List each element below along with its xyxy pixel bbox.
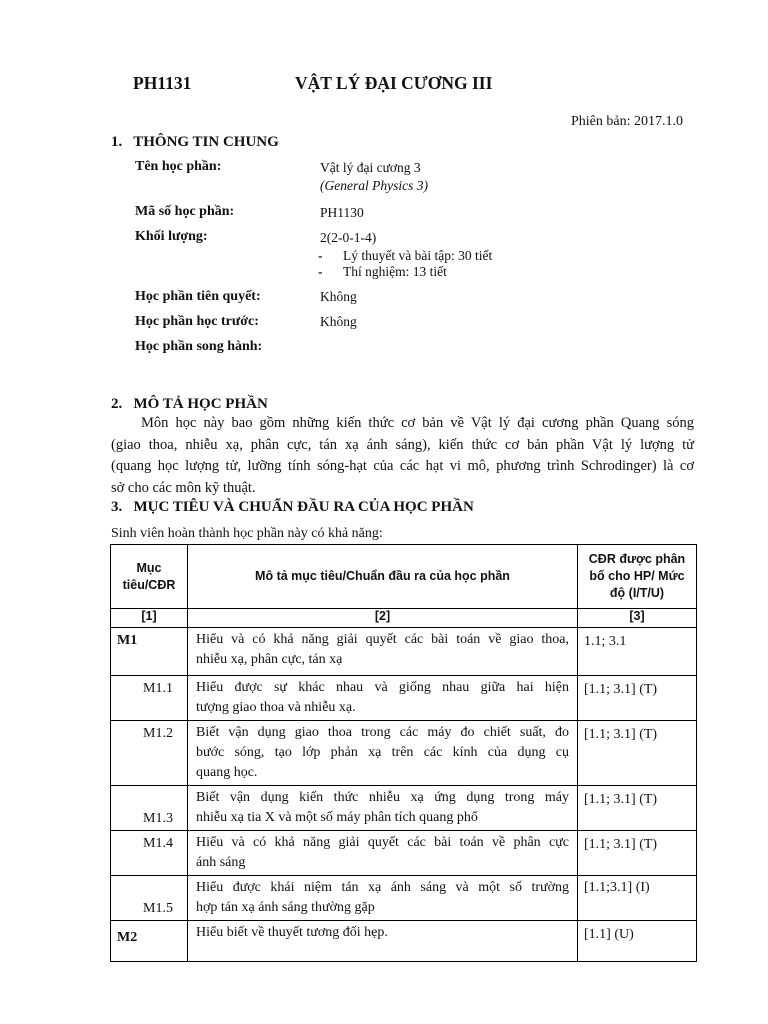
prior-course-value: Không <box>320 314 357 329</box>
credits-item-lab-text: Thí nghiệm: 13 tiết <box>343 264 447 279</box>
table-row <box>111 786 697 831</box>
objective-description <box>188 876 578 921</box>
description-line: (giao thoa, nhiễu xạ, phân cực, tán xạ ánh sáng), kiến thức cơ bản phần Vật lý lượng tử <box>111 436 694 453</box>
header-cdr: CĐR được phân bố cho HP/ Mức độ (I/T/U) <box>578 545 697 609</box>
objective-description <box>188 676 578 721</box>
course-name-label: Tên học phần: <box>135 159 222 174</box>
bullet-dash: - <box>318 264 323 279</box>
description-line: ánh sáng <box>196 855 246 870</box>
description-line: Biết vận dụng giao thoa trong các máy đo chiết suất, đo <box>196 725 569 740</box>
prerequisite-label: Học phần tiên quyết: <box>135 289 261 304</box>
course-code: PH1131 <box>133 73 192 93</box>
version-label: Phiên bản: 2017.1.0 <box>571 114 683 129</box>
table-number-row <box>111 609 697 628</box>
bullet-dash: - <box>318 248 323 263</box>
objective-cdr: 1.1; 3.1 <box>578 628 697 676</box>
prerequisite-value: Không <box>320 289 357 304</box>
objective-id: M1.5 <box>111 876 188 921</box>
description-line: Biết vận dụng kiến thức nhiễu xạ ứng dụng trong máy <box>196 790 569 805</box>
objective-id: M1 <box>111 628 188 676</box>
description-line: (quang học lượng tử, lưỡng tính sóng-hạt của các hạt vi mô, phương trình Schrodinger) là cơ <box>111 458 694 474</box>
objective-description <box>188 721 578 786</box>
credits-label: Khối lượng: <box>135 229 208 244</box>
credits-value: 2(2-0-1-4) <box>320 230 377 245</box>
description-line: Hiểu biết về thuyết tương đối hẹp. <box>196 925 388 940</box>
header-description: Mô tả mục tiêu/Chuẩn đầu ra của học phần <box>188 545 578 609</box>
description-line: nhiễu xạ, phân cực, tán xạ <box>196 652 343 667</box>
table-row <box>111 831 697 876</box>
description-line: bước sóng, tạo lớp phản xạ trên các kính của dụng cụ <box>196 745 569 760</box>
objective-id: M2 <box>111 921 188 962</box>
objective-cdr: [1.1] (U) <box>578 921 697 962</box>
table-row <box>111 876 697 921</box>
objective-cdr: [1.1; 3.1] (T) <box>578 786 697 831</box>
objective-id: M1.4 <box>111 831 188 876</box>
credits-item-theory-text: Lý thuyết và bài tập: 30 tiết <box>343 248 493 263</box>
description-line: Môn học này bao gồm những kiến thức cơ bản về Vật lý đại cương phần Quang sóng <box>141 415 694 431</box>
objective-cdr: [1.1; 3.1] (T) <box>578 831 697 876</box>
objectives-table <box>110 544 697 962</box>
course-id-value: PH1130 <box>320 205 364 220</box>
table-row <box>111 921 697 962</box>
section-3-intro: Sinh viên hoàn thành học phần này có khả năng: <box>111 526 383 541</box>
description-line: Hiểu được khái niệm tán xạ ánh sáng và một số trường <box>196 880 569 895</box>
col-number-3: [3] <box>578 609 697 628</box>
description-line: hợp tán xạ ánh sáng thường gặp <box>196 900 375 915</box>
objective-description <box>188 831 578 876</box>
description-line: Hiểu và có khả năng giải quyết các bài toán về phân cực <box>196 835 569 850</box>
description-line: Hiểu được sự khác nhau và giống nhau giữa hai hiện <box>196 680 569 695</box>
table-row <box>111 676 697 721</box>
objective-description <box>188 921 578 962</box>
description-line: quang học. <box>196 765 258 780</box>
section-1-heading: 1. THÔNG TIN CHUNG <box>111 134 279 150</box>
course-title: VẬT LÝ ĐẠI CƯƠNG III <box>295 73 493 93</box>
description-line: sở cho các môn kỹ thuật. <box>111 479 256 496</box>
objective-description <box>188 786 578 831</box>
header-objective-id: Mục tiêu/CĐR <box>111 545 188 609</box>
objective-id: M1.2 <box>111 721 188 786</box>
prior-course-label: Học phần học trước: <box>135 314 259 329</box>
objective-id: M1.3 <box>111 786 188 831</box>
table-header-row <box>111 545 697 609</box>
description-line: nhiễu xạ tia X và một số máy phân tích quang phổ <box>196 810 478 825</box>
table-row <box>111 628 697 676</box>
description-line: tượng giao thoa và nhiễu xạ. <box>196 700 356 715</box>
course-name-value: Vật lý đại cương 3 <box>320 160 421 175</box>
col-number-1: [1] <box>111 609 188 628</box>
objective-cdr: [1.1; 3.1] (T) <box>578 676 697 721</box>
course-id-label: Mã số học phần: <box>135 204 235 219</box>
objective-description <box>188 628 578 676</box>
section-2-heading: 2. MÔ TẢ HỌC PHẦN <box>111 396 268 412</box>
objective-cdr: [1.1;3.1] (I) <box>578 876 697 921</box>
objective-id: M1.1 <box>111 676 188 721</box>
table-row <box>111 721 697 786</box>
corequisite-label: Học phần song hành: <box>135 339 263 354</box>
course-description <box>111 413 694 499</box>
col-number-2: [2] <box>188 609 578 628</box>
objective-cdr: [1.1; 3.1] (T) <box>578 721 697 786</box>
course-name-english: (General Physics 3) <box>320 178 428 193</box>
section-3-heading: 3. MỤC TIÊU VÀ CHUẨN ĐẦU RA CỦA HỌC PHẦN <box>111 499 474 515</box>
description-line: Hiểu và có khả năng giải quyết các bài toán về giao thoa, <box>196 632 569 647</box>
